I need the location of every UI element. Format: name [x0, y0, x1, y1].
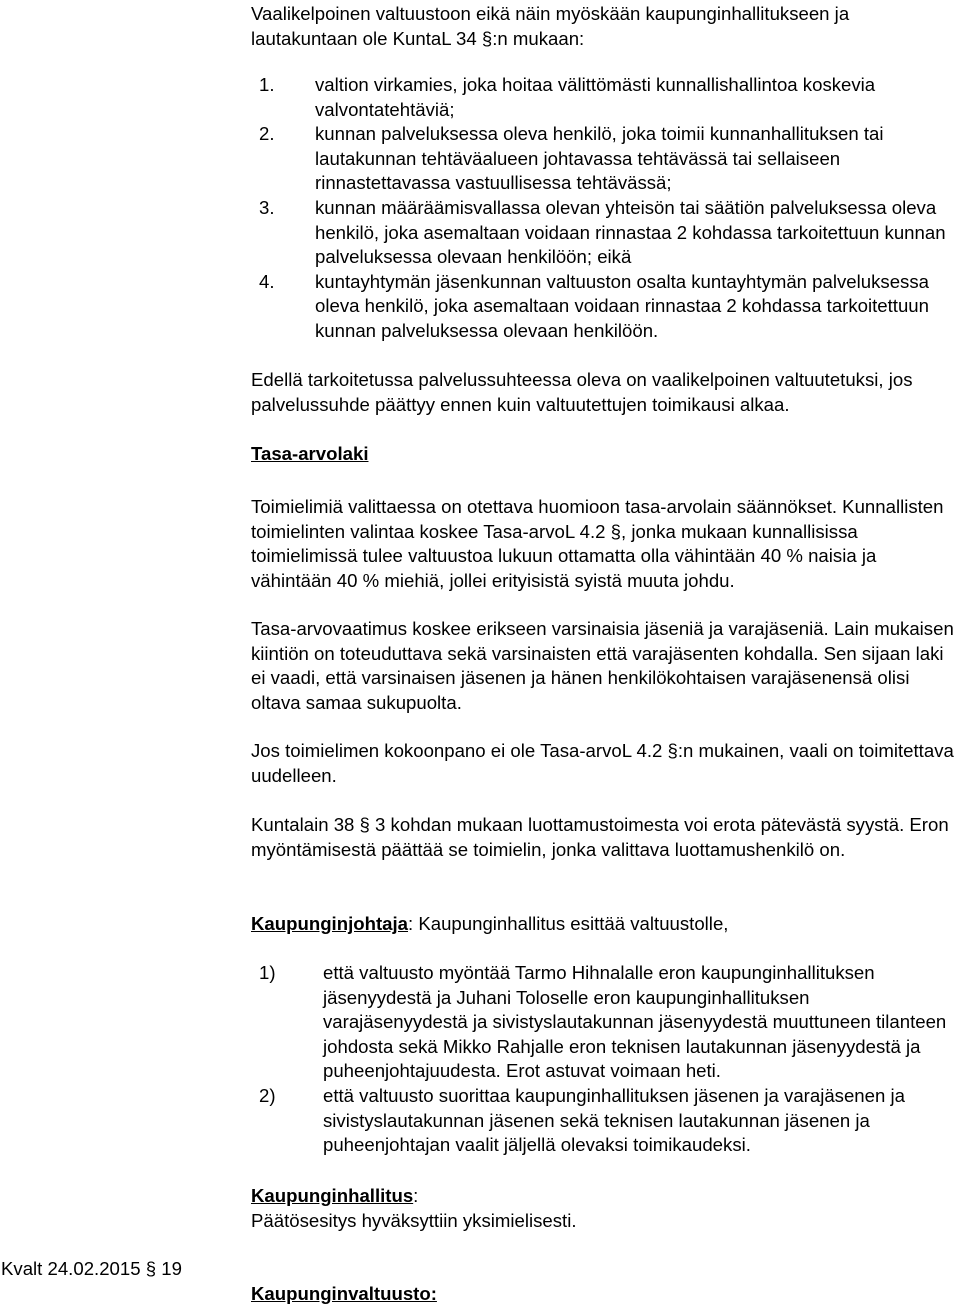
- list-marker: 3.: [259, 196, 275, 218]
- equality-paragraph-3: Jos toimielimen kokoonpano ei ole Tasa-arvoL 4.2 §:n mukainen, vaali on toimitettava uudelleen.: [251, 740, 954, 786]
- list-item-text: että valtuusto myöntää Tarmo Hihnalalle eron kaupunginhallituksen jäsenyydestä ja Juhani Toloselle eron kaupunginhallituksen varajäsenyydestä ja sivistyslautakunnan jäsenyydestä muuttuneen tilanteen johdosta sekä Mikko Rahjalle eron teknisen lautakunnan jäsenyydestä ja puheenjohtajuudesta. Erot astuvat voimaan heti.: [323, 962, 947, 1082]
- page-footer-reference: Kvalt 24.02.2015 § 19: [1, 1258, 182, 1279]
- mayor-text: : Kaupunginhallitus esittää valtuustolle,: [408, 913, 729, 934]
- list-item: [251, 196, 957, 270]
- proposal-list: [251, 961, 957, 1158]
- equality-paragraph-1: Toimielimiä valittaessa on otettava huomioon tasa-arvolain säännökset. Kunnallisten toimielinten valintaa koskee Tasa-arvoL 4.2 §, jonka mukaan kunnallisissa toimielimissä tulee valtuustoa lukuun ottamatta olla vähintään 40 % naisia ja vähintään 40 % miehiä, jollei erityisistä syistä muuta johdu.: [251, 496, 944, 591]
- mayor-proposal-intro: [251, 912, 957, 937]
- board-decision-label-line: [251, 1184, 418, 1209]
- list-marker: 4.: [259, 270, 275, 292]
- section-heading-equality: Tasa-arvolaki: [251, 443, 369, 464]
- list-item: [251, 270, 957, 344]
- list-marker: 2): [259, 1084, 276, 1106]
- list-marker: 2.: [259, 123, 275, 145]
- list-item: [251, 73, 957, 122]
- list-item: [251, 1084, 957, 1158]
- resignation-paragraph: Kuntalain 38 § 3 kohdan mukaan luottamustoimesta voi erota pätevästä syystä. Eron myöntämisestä päättää se toimielin, jonka valittava luottamushenkilö on.: [251, 814, 949, 860]
- list-item-text: valtion virkamies, joka hoitaa välittömästi kunnallishallintoa koskevia valvontatehtäviä;: [315, 74, 876, 120]
- list-item-text: että valtuusto suorittaa kaupunginhallituksen jäsenen ja varajäsenen ja sivistyslautakunnan jäsenen sekä teknisen lautakunnan jäsenen ja puheenjohtajan vaalit jäljellä olevaksi toimikaudeksi.: [323, 1084, 905, 1156]
- list-marker: 1.: [259, 74, 275, 95]
- mayor-label: Kaupunginjohtaja: [251, 913, 409, 934]
- eligibility-paragraph: Edellä tarkoitetussa palvelussuhteessa oleva on vaalikelpoinen valtuutetuksi, jos palvelussuhde päättyy ennen kuin valtuutettujen toimikausi alkaa.: [251, 369, 913, 415]
- list-marker: 1): [259, 962, 276, 983]
- equality-paragraph-2: Tasa-arvovaatimus koskee erikseen varsinaisia jäseniä ja varajäseniä. Lain mukaisen kiintiön on toteuduttava sekä varsinaisten että varajäsenten kohdalla. Sen sijaan laki ei vaadi, että varsinaisen jäsenen ja hänen henkilökohtaisen varajäsenensä olisi oltava samaa sukupuolta.: [251, 618, 954, 713]
- list-item-text: kuntayhtymän jäsenkunnan valtuuston osalta kuntayhtymän palveluksessa oleva henkilö, joka asemaltaan voidaan rinnastaa 2 kohdassa tarkoitettuun kunnan palveluksessa olevaan henkilöön.: [315, 270, 929, 341]
- council-label: Kaupunginvaltuusto:: [251, 1283, 437, 1304]
- board-decision-text: Päätösesitys hyväksyttiin yksimielisesti.: [251, 1210, 577, 1231]
- list-item: [251, 961, 957, 1084]
- board-label: Kaupunginhallitus: [251, 1185, 414, 1206]
- list-item-text: kunnan määräämisvallassa olevan yhteisön tai säätiön palveluksessa oleva henkilö, joka asemaltaan voidaan rinnastaa 2 kohdassa tarkoitettuun kunnan palveluksessa olevaan henkilöön; eikä: [315, 196, 946, 268]
- list-item: [251, 122, 957, 196]
- board-label-colon: :: [413, 1185, 419, 1206]
- ineligibility-list: [251, 73, 957, 344]
- intro-paragraph: Vaalikelpoinen valtuustoon eikä näin myöskään kaupunginhallitukseen ja lautakuntaan ole KuntaL 34 §:n mukaan:: [251, 3, 850, 49]
- list-item-text: kunnan palveluksessa oleva henkilö, joka toimii kunnanhallituksen tai lautakunnan tehtäväalueen johtavassa tehtävässä tai sellaiseen rinnastettavassa vastuullisessa tehtävässä;: [315, 123, 884, 194]
